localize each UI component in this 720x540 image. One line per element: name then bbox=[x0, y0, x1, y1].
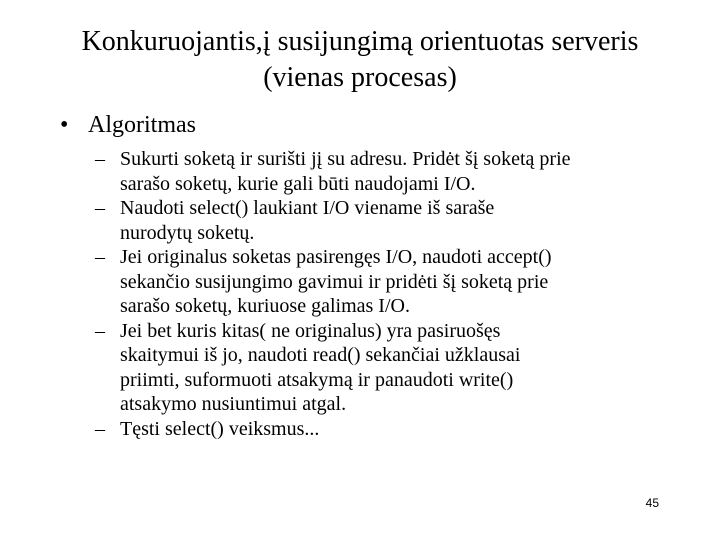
dash-marker: – bbox=[95, 246, 105, 268]
sub-bullet-line: Sukurti soketą ir surišti jį su adresu. Pridėt šį soketą prie bbox=[120, 148, 571, 170]
sub-bullet-line: skaitymui iš jo, naudoti read() sekančiai užklausai bbox=[120, 344, 521, 366]
page-number: 45 bbox=[645, 496, 659, 510]
bullet-algoritmas bbox=[60, 110, 196, 140]
dash-marker: – bbox=[95, 148, 105, 170]
sub-bullet-text bbox=[120, 147, 695, 196]
bullet-label: Algoritmas bbox=[88, 112, 196, 138]
sub-bullet-line: Jei originalus soketas pasirengęs I/O, naudoti accept() bbox=[120, 246, 552, 268]
sub-bullet-line: sarašo soketų, kuriuose galimas I/O. bbox=[120, 295, 410, 317]
sub-bullet-item bbox=[95, 245, 695, 319]
sub-bullet-text bbox=[120, 319, 695, 417]
dash-marker: – bbox=[95, 319, 105, 342]
bullet-marker: • bbox=[60, 112, 69, 138]
sub-bullet-item bbox=[95, 147, 695, 196]
slide-title-line: (vienas procesas) bbox=[263, 62, 457, 93]
sub-bullet-line: sekančio susijungimo gavimui ir pridėti šį soketą prie bbox=[120, 270, 549, 293]
dash-marker: – bbox=[95, 197, 105, 219]
slide-title bbox=[20, 24, 700, 96]
slide-title-line: Konkuruojantis,į susijungimą orientuotas serveris bbox=[81, 26, 639, 57]
sub-bullet-line: priimti, suformuoti atsakymą ir panaudoti write() bbox=[120, 368, 514, 391]
sub-bullet-list bbox=[95, 147, 695, 441]
sub-bullet-line: Tęsti select() veiksmus... bbox=[120, 417, 320, 440]
sub-bullet-line: nurodytų soketų. bbox=[120, 221, 255, 244]
sub-bullet-item bbox=[95, 196, 695, 245]
sub-bullet-line: sarašo soketų, kurie gali būti naudojami I/O. bbox=[120, 172, 476, 195]
sub-bullet-text bbox=[120, 245, 695, 319]
sub-bullet-line: atsakymo nusiuntimui atgal. bbox=[120, 393, 347, 415]
sub-bullet-text bbox=[120, 417, 695, 442]
sub-bullet-item bbox=[95, 319, 695, 417]
sub-bullet-line: Naudoti select() laukiant I/O viename iš saraše bbox=[120, 197, 495, 219]
sub-bullet-line: Jei bet kuris kitas( ne originalus) yra pasiruošęs bbox=[120, 319, 501, 342]
sub-bullet-item bbox=[95, 417, 695, 442]
dash-marker: – bbox=[95, 417, 105, 440]
sub-bullet-text bbox=[120, 196, 695, 245]
